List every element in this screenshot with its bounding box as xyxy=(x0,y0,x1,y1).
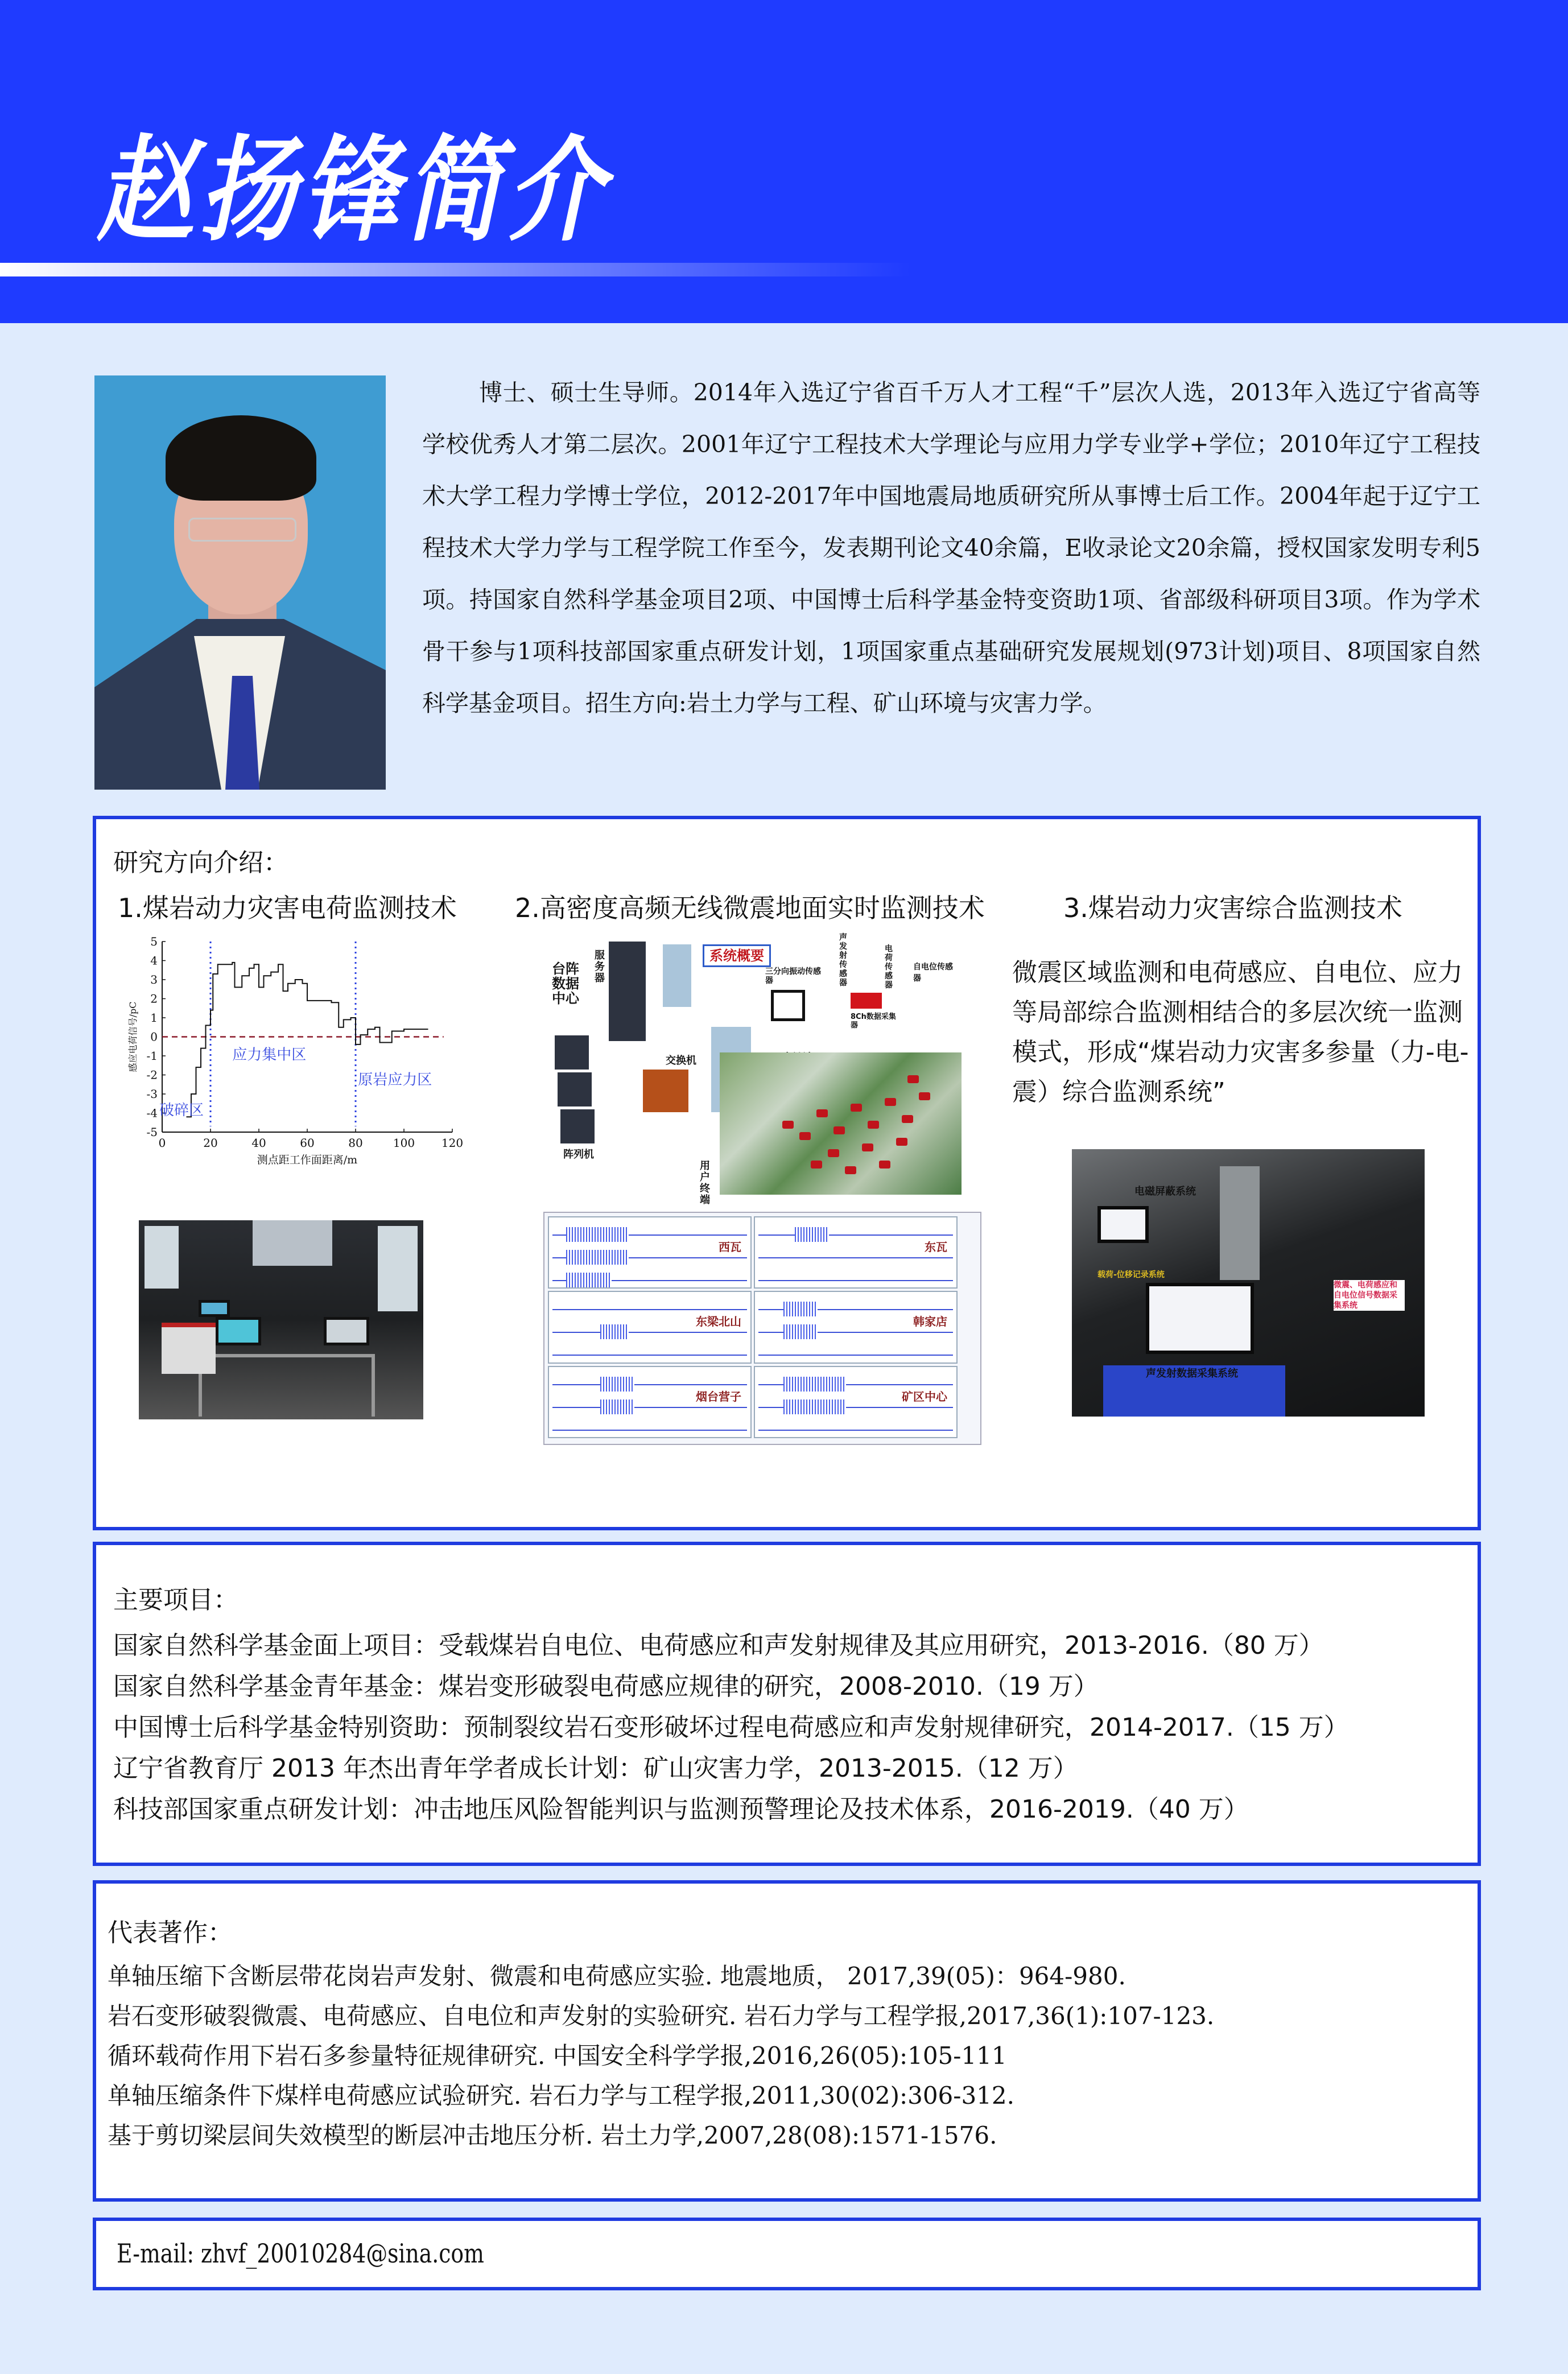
seismo-panel xyxy=(754,1291,958,1363)
station-label: 东梁北山 xyxy=(696,1315,741,1329)
diagram-label-server: 服务器 xyxy=(595,949,605,984)
sensor-node xyxy=(811,1161,822,1169)
diagram-label-array: 阵列机 xyxy=(563,1149,594,1161)
svg-text:-3: -3 xyxy=(146,1087,158,1101)
svg-text:原岩应力区: 原岩应力区 xyxy=(358,1071,432,1089)
tower-icon xyxy=(663,944,691,1007)
header-gradient-bar xyxy=(0,263,910,276)
waveform-burst xyxy=(783,1377,846,1392)
page-title: 赵扬锋简介 xyxy=(97,123,610,257)
photo-hair xyxy=(166,415,316,501)
diagram-label-sp-sensor: 自电位传感器 xyxy=(913,963,953,983)
svg-text:-2: -2 xyxy=(146,1068,158,1082)
caption-shield: 电磁屏蔽系统 xyxy=(1134,1186,1196,1198)
sensor-node xyxy=(885,1098,896,1106)
array-unit-icon xyxy=(558,1072,592,1107)
seismo-panel xyxy=(548,1216,752,1289)
lab-monitor xyxy=(216,1317,261,1345)
trace-line xyxy=(552,1430,747,1431)
svg-text:应力集中区: 应力集中区 xyxy=(232,1046,307,1064)
research-direction-2: 2.高密度高频无线微震地面实时监测技术 xyxy=(515,893,985,923)
trace-line xyxy=(758,1257,953,1258)
station-label: 韩家店 xyxy=(913,1315,947,1329)
sensor-node xyxy=(851,1104,862,1112)
svg-text:0: 0 xyxy=(158,1136,166,1150)
waveform-burst xyxy=(783,1399,846,1414)
terrain-map xyxy=(720,1052,962,1195)
diagram-label-charge-sensor: 电荷传感器 xyxy=(885,944,893,990)
sensor-node xyxy=(868,1121,879,1129)
array-unit-icon xyxy=(560,1109,595,1143)
diagram-label-data-center: 台阵数据中心 xyxy=(552,961,579,1006)
svg-text:测点距工作面距离/m: 测点距工作面距离/m xyxy=(257,1154,358,1166)
station-label: 烟台营子 xyxy=(696,1389,741,1403)
waveform-burst xyxy=(783,1302,818,1316)
project-item: 中国博士后科学基金特别资助：预制裂纹岩石变形破坏过程电荷感应和声发射规律研究，2014-2017.（15 万） xyxy=(113,1713,1349,1742)
sensor-node xyxy=(799,1132,811,1140)
svg-text:40: 40 xyxy=(251,1136,266,1150)
chart-svg xyxy=(128,933,475,1166)
svg-text:3: 3 xyxy=(150,973,158,986)
waveform-burst xyxy=(600,1324,629,1339)
diagram-label-user: 用户终端 xyxy=(700,1160,710,1206)
svg-text:80: 80 xyxy=(348,1136,363,1150)
caption-ms: 微震、电荷感应和自电位信号数据采集系统 xyxy=(1334,1280,1405,1311)
research-direction-3: 3.煤岩动力灾害综合监测技术 xyxy=(1063,893,1402,923)
waveform-burst xyxy=(600,1377,634,1392)
publications-title: 代表著作： xyxy=(108,1918,233,1947)
svg-text:4: 4 xyxy=(150,953,158,968)
photo-glasses xyxy=(188,518,296,542)
svg-text:20: 20 xyxy=(203,1136,218,1150)
trace-line xyxy=(552,1332,747,1333)
svg-text:1: 1 xyxy=(150,1011,158,1025)
trace-line xyxy=(758,1280,953,1281)
research-section xyxy=(93,816,1481,1530)
lab-window xyxy=(378,1226,418,1311)
seismo-panel xyxy=(548,1366,752,1438)
diagram-title: 系统概要 xyxy=(703,944,771,967)
project-item: 辽宁省教育厅 2013 年杰出青年学者成长计划：矿山灾害力学，2013-2015.（12 万） xyxy=(113,1754,1078,1783)
publication-item: 单轴压缩条件下煤样电荷感应试验研究. 岩石力学与工程学报,2011,30(02):306-312. xyxy=(108,2082,1014,2109)
diagram-label-switch: 交换机 xyxy=(666,1055,696,1067)
contact-section xyxy=(93,2218,1481,2290)
system-diagram xyxy=(543,933,962,1206)
seismo-panel xyxy=(754,1216,958,1289)
bio-paragraph: 博士、硕士生导师。2014年入选辽宁省百千万人才工程“千”层次人选，2013年入选辽宁省高等学校优秀人才第二层次。2001年辽宁工程技术大学理论与应用力学专业学+学位；2010年辽宁工程技术大学工程力学博士学位，2012-2017年中国地震局地质研究所从事博士后工作。2004年起于辽宁工程技术大学力学与工程学院工作至今，发表期刊论文40余篇，E收录论文20余篇，授权国家发明专利5项。持国家自然科学基金项目2项、中国博士后科学基金特变资助1项、省部级科研项目3项。作为学术骨干参与1项科技部国家重点研发计划，1项国家重点基础研究发展规划(973计划)项目、8项国家自然科学基金项目。招生方向:岩土力学与工程、矿山环境与灾害力学。 xyxy=(422,379,1480,717)
direction-3-description: 微震区域监测和电荷感应、自电位、应力等局部综合监测相结合的多层次统一监测模式，形成“煤岩动力灾害多参量（力-电-震）综合监测系统” xyxy=(1012,958,1469,1107)
trace-line xyxy=(552,1355,747,1356)
project-item: 国家自然科学基金面上项目：受载煤岩自电位、电荷感应和声发射规律及其应用研究，2013-2016.（80 万） xyxy=(113,1631,1324,1660)
lab-window xyxy=(145,1226,179,1289)
sensor-node xyxy=(845,1166,856,1174)
sensor-node xyxy=(902,1115,913,1123)
charge-signal-chart xyxy=(128,933,475,1166)
seismo-panel xyxy=(548,1291,752,1363)
lab-photo-1 xyxy=(139,1220,423,1419)
lab-photo-3 xyxy=(1072,1149,1425,1417)
svg-text:120: 120 xyxy=(441,1136,464,1150)
station-label: 矿区中心 xyxy=(902,1389,947,1403)
waveform-burst xyxy=(783,1324,818,1339)
diagram-label-ae-sensor: 声发射传感器 xyxy=(839,933,847,988)
sensor-node xyxy=(833,1126,845,1134)
email-link[interactable]: E-mail: zhvf_20010284@sina.com xyxy=(117,2238,484,2269)
sensor-node xyxy=(862,1143,873,1151)
lab-cabinet xyxy=(162,1323,216,1374)
trace-line xyxy=(552,1309,747,1310)
publications-section xyxy=(93,1880,1481,2202)
svg-text:5: 5 xyxy=(150,935,158,948)
press-machine xyxy=(253,1220,332,1266)
publication-item: 岩石变形破裂微震、电荷感应、自电位和声发射的实验研究. 岩石力学与工程学报,2017,36(1):107-123. xyxy=(108,2002,1215,2030)
array-unit-icon xyxy=(555,1035,589,1070)
server-icon xyxy=(609,942,646,1041)
lab-table xyxy=(199,1354,375,1417)
lab-monitor xyxy=(1097,1206,1149,1243)
publication-item: 循环载荷作用下岩石多参量特征规律研究. 中国安全科学学报,2016,26(05):105-111 xyxy=(108,2042,1007,2070)
sensor-node xyxy=(828,1149,839,1157)
lab-monitor xyxy=(199,1300,230,1317)
svg-text:-5: -5 xyxy=(146,1125,158,1139)
header-banner xyxy=(0,0,1568,323)
research-direction-1: 1.煤岩动力灾害电荷监测技术 xyxy=(118,893,457,923)
waveform-burst xyxy=(600,1399,634,1414)
vibration-sensor-icon xyxy=(771,990,805,1021)
caption-load: 载荷-位移记录系统 xyxy=(1097,1270,1165,1279)
lab-monitor xyxy=(324,1317,369,1345)
svg-text:100: 100 xyxy=(393,1136,415,1150)
portrait-photo xyxy=(94,375,386,790)
trace-line xyxy=(552,1407,747,1408)
projects-title: 主要项目： xyxy=(113,1586,238,1615)
waveform-burst xyxy=(795,1227,829,1242)
svg-text:感应电荷信号/pC: 感应电荷信号/pC xyxy=(128,1001,138,1072)
seismo-panel xyxy=(754,1366,958,1438)
projects-section xyxy=(93,1542,1481,1866)
research-title: 研究方向介绍： xyxy=(113,848,288,877)
publication-item: 基于剪切梁层间失效模型的断层冲击地压分析. 岩土力学,2007,28(08):1571-1576. xyxy=(108,2121,997,2149)
trace-line xyxy=(758,1430,953,1431)
trace-line xyxy=(758,1235,953,1236)
caption-ae: 声发射数据采集系统 xyxy=(1146,1368,1238,1380)
svg-text:破碎区: 破碎区 xyxy=(159,1101,204,1119)
lab-monitor xyxy=(1146,1283,1254,1354)
sensor-node xyxy=(816,1109,828,1117)
press-frame xyxy=(1220,1166,1260,1280)
svg-text:2: 2 xyxy=(150,992,158,1006)
trace-line xyxy=(758,1355,953,1356)
sensor-node xyxy=(782,1121,794,1129)
station-label: 西瓦 xyxy=(719,1240,741,1254)
project-item: 国家自然科学基金青年基金：煤岩变形破裂电荷感应规律的研究，2008-2010.（19 万） xyxy=(113,1672,1099,1701)
data-collector-icon xyxy=(851,993,882,1009)
station-label: 东瓦 xyxy=(925,1240,947,1254)
waveform-burst xyxy=(566,1250,629,1265)
publication-item: 单轴压缩下含断层带花岗岩声发射、微震和电荷感应实验. 地震地质， 2017,39(05)：964-980. xyxy=(108,1962,1126,1990)
sensor-node xyxy=(879,1161,890,1169)
diagram-label-collector: 8Ch数据采集器 xyxy=(851,1013,896,1030)
project-item: 科技部国家重点研发计划：冲击地压风险智能判识与监测预警理论及技术体系，2016-2019.（40 万） xyxy=(113,1795,1249,1824)
trace-line xyxy=(552,1384,747,1385)
svg-text:0: 0 xyxy=(150,1030,158,1044)
svg-text:60: 60 xyxy=(300,1136,315,1150)
diagram-label-vib-sensor: 三分向振动传感器 xyxy=(765,967,821,985)
waveform-burst xyxy=(566,1227,629,1242)
sensor-node xyxy=(896,1138,907,1146)
sensor-node xyxy=(907,1075,919,1083)
sensor-node xyxy=(919,1092,930,1100)
svg-text:-4: -4 xyxy=(146,1106,158,1120)
switch-icon xyxy=(643,1070,688,1112)
waveform-burst xyxy=(566,1273,612,1287)
seismograph-display xyxy=(543,1212,981,1445)
svg-text:-1: -1 xyxy=(146,1049,158,1063)
